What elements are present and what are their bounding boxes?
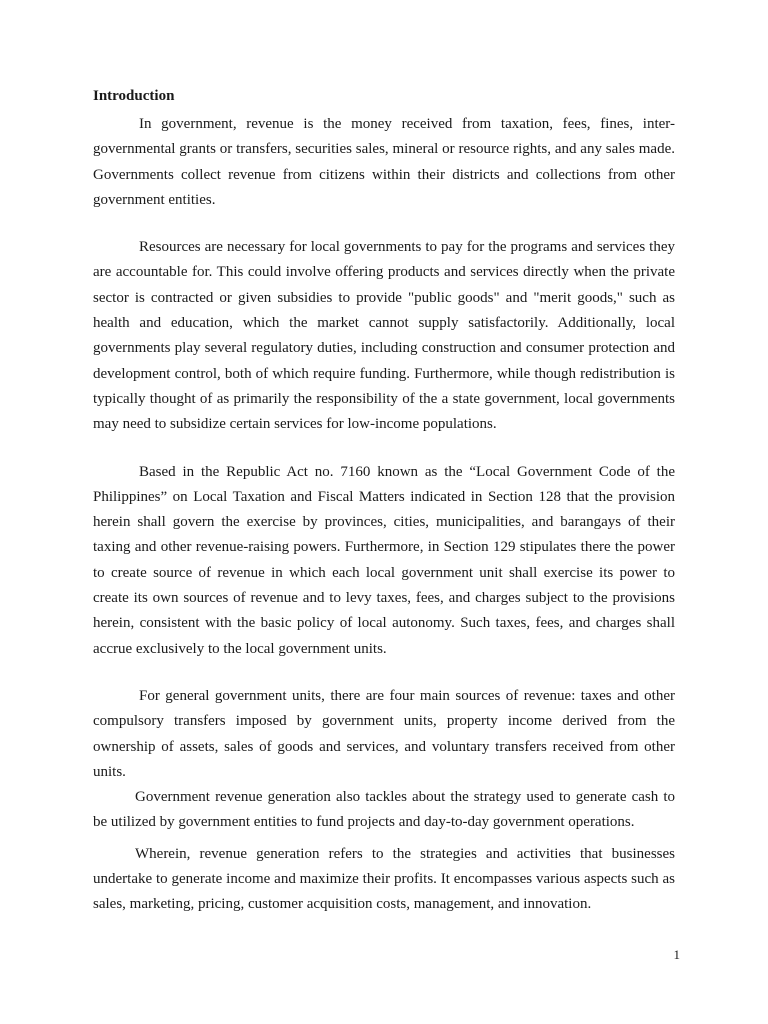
page-number: 1 xyxy=(673,947,680,962)
paragraph-1: In government, revenue is the money received from taxation, fees, fines, inter-governmental grants or transfers, securities sales, mineral or resource rights, and any sales made. Governments collect revenue from citizens within their districts and collections from other government entities. xyxy=(93,116,675,208)
paragraph-3: Based in the Republic Act no. 7160 known as the “Local Government Code of the Philippines” on Local Taxation and Fiscal Matters indicated in Section 128 that the provision herein shall govern the exercise by provinces, cities, municipalities, and barangays of their taxing and other revenue-raising powers. Furthermore, in Section 129 stipulates there the power to create source of revenue in which each local government unit shall exercise its power to create its own sources of revenue and to levy taxes, fees, and charges subject to the provisions herein, consistent with the basic policy of local autonomy. Such taxes, fees, and charges shall accrue exclusively to the local government units. xyxy=(93,463,675,657)
paragraph-6: Wherein, revenue generation refers to the strategies and activities that businesses undertake to generate income and maximize their profits. It encompasses various aspects such as sales, marketing, pricing, customer acquisition costs, management, and innovation. xyxy=(93,845,675,913)
paragraph-4: For general government units, there are four main sources of revenue: taxes and other compulsory transfers imposed by government units, property income derived from the ownership of assets, sales of goods and services, and voluntary transfers received from other units. xyxy=(93,687,675,780)
section-heading: Introduction xyxy=(93,88,175,104)
paragraph-2: Resources are necessary for local governments to pay for the programs and services they are accountable for. This could involve offering products and services directly when the private sector is contracted or given subsidies to provide "public goods" and "merit goods," such as health and education, which the market cannot supply satisfactorily. Additionally, local governments play several regulatory duties, including construction and consumer protection and development control, both of which require funding. Furthermore, while though redistribution is typically thought of as primarily the responsibility of the a state government, local governments may need to subsidize certain services for low-income populations. xyxy=(93,239,675,433)
document-page xyxy=(93,86,675,918)
paragraph-5: Government revenue generation also tackles about the strategy used to generate cash to be utilized by government entities to fund projects and day-to-day government operations. xyxy=(93,789,675,831)
